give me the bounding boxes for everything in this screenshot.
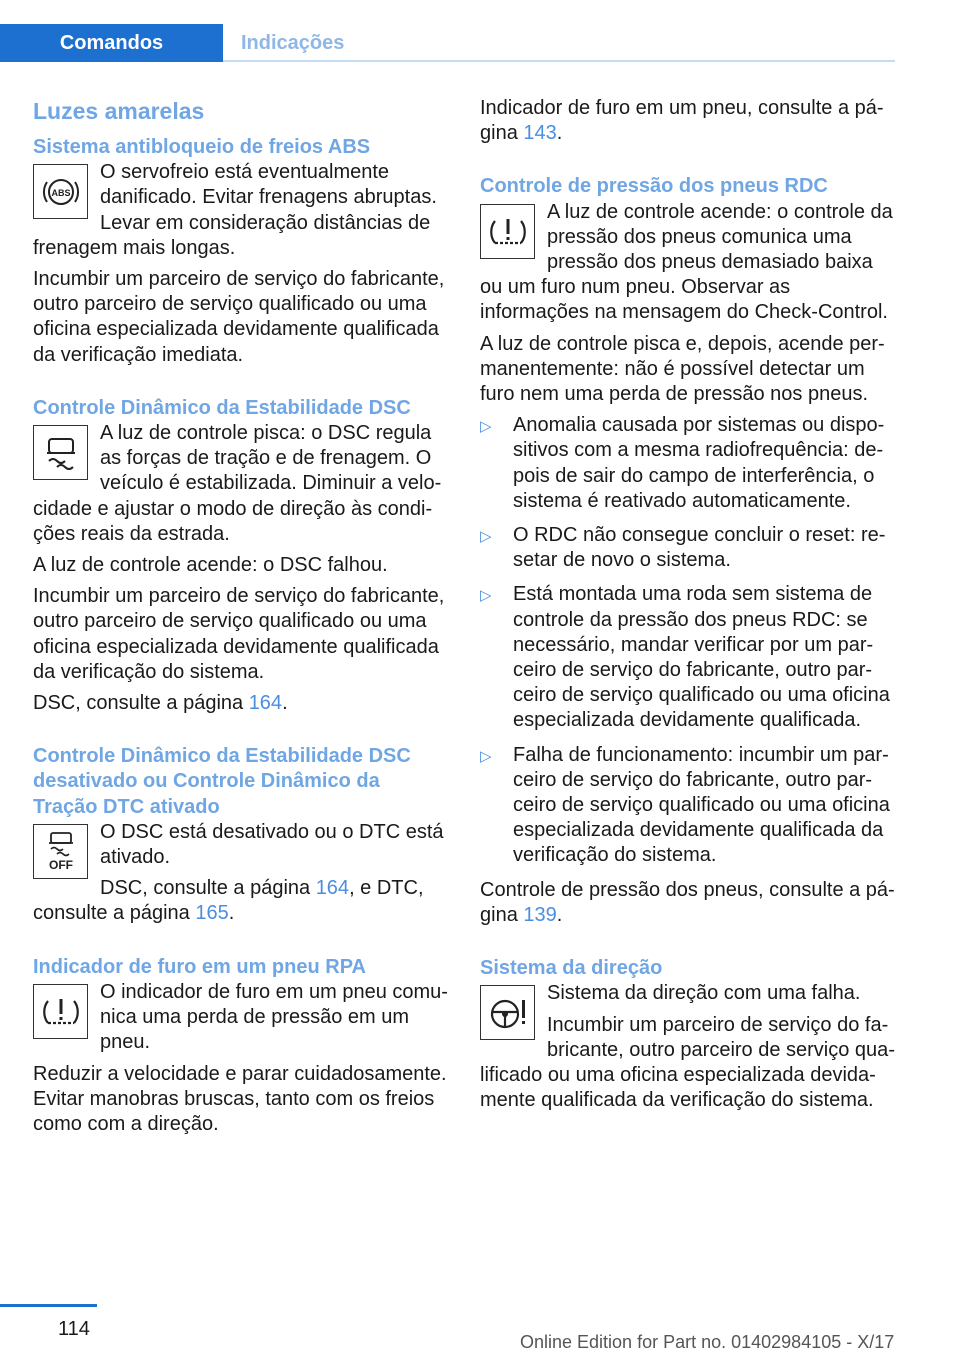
rdc-text-2: A luz de controle pisca e, depois, acende permanentemente: não é possível detectar um furo nem uma perda de pressão nos pneus. bbox=[480, 332, 885, 406]
rpa-text-2: Reduzir a velocidade e parar cuidadosamente. Evitar manobras bruscas, tanto com os freios como com a direção. bbox=[33, 1062, 447, 1135]
page-link-164[interactable]: 164 bbox=[315, 877, 350, 900]
rpa-title: Indicador de furo em um pneu RPA bbox=[33, 955, 366, 978]
list-item: ▷ Anomalia causada por sistemas ou dispositivos com a mesma radiofrequência: depois de sair do campo de interferência, o sistema é reativado automaticamente. bbox=[480, 414, 885, 512]
rpa-section bbox=[33, 955, 448, 1137]
tab-indicacoes[interactable]: Indicações bbox=[241, 31, 345, 54]
page-link-164[interactable]: 164 bbox=[248, 692, 283, 715]
section-title: Luzes amarelas bbox=[33, 98, 205, 124]
abs-section bbox=[33, 135, 448, 368]
tab-comandos[interactable]: Comandos bbox=[0, 24, 223, 62]
triangle-bullet-icon: ▷ bbox=[480, 418, 492, 436]
page-link-165[interactable]: 165 bbox=[195, 902, 229, 925]
page-link-139[interactable]: 139 bbox=[523, 903, 557, 926]
dsc-text-3: Incumbir um parceiro de serviço do fabricante, outro parceiro de serviço qualificado ou uma oficina especializada devidamente qualificada da verificação do sistema. bbox=[33, 585, 445, 683]
triangle-bullet-icon: ▷ bbox=[480, 587, 492, 605]
triangle-bullet-icon: ▷ bbox=[480, 528, 492, 546]
steering-warning-icon bbox=[480, 985, 535, 1040]
dsc-off-icon bbox=[33, 824, 88, 879]
dsc-off-section bbox=[33, 744, 448, 926]
tab-underline bbox=[223, 60, 895, 62]
triangle-bullet-icon: ▷ bbox=[480, 747, 492, 765]
rdc-title: Controle de pressão dos pneus RDC bbox=[480, 175, 828, 198]
list-item: ▷ Falha de funcionamento: incumbir um parceiro de serviço do fabricante, outro parceiro de serviço qualificado ou uma oficina especializada devidamente qualificada da verificação do sistema. bbox=[480, 743, 890, 867]
abs-text-1: O servofreio está eventualmente danificado. Evitar frenagens abruptas. Levar em consideração distâncias de frenagem mais longas. bbox=[33, 161, 437, 259]
dsc-page-ref: DSC, consulte a página 164. bbox=[33, 692, 288, 715]
left-column bbox=[33, 96, 448, 1137]
dsc-text-2: A luz de controle acende: o DSC falhou. bbox=[33, 554, 388, 577]
edition-footer: Online Edition for Part no. 01402984105 - X/17 bbox=[520, 1332, 895, 1352]
steering-text-1: Sistema da direção com uma falha. bbox=[547, 982, 861, 1005]
list-item: ▷ Está montada uma roda sem sistema de controle da pressão dos pneus RDC: se necessário, mandar verificar por um parceiro de serviço do fabricante, outro parceiro de serviço qualificado ou uma oficina especializada devidamente qualificada. bbox=[480, 583, 890, 732]
svg-text:ABS: ABS bbox=[50, 187, 71, 198]
steering-section bbox=[480, 956, 895, 1113]
tire-pressure-warning-icon bbox=[33, 984, 88, 1039]
steering-title: Sistema da direção bbox=[480, 957, 663, 980]
footer-rule bbox=[0, 1304, 97, 1307]
dsc-section bbox=[33, 396, 448, 716]
dsc-off-page-ref: DSC, consulte a página 164, e DTC, consulte a página 165. bbox=[33, 877, 424, 925]
rdc-bullet-list bbox=[480, 413, 895, 868]
tire-pressure-warning-icon bbox=[480, 204, 535, 259]
page-number: 114 bbox=[58, 1318, 90, 1340]
abs-title: Sistema antibloqueio de freios ABS bbox=[33, 136, 371, 158]
rdc-section bbox=[480, 174, 895, 928]
rpa-text-1: O indicador de furo em um pneu comunica uma perda de pressão em um pneu. bbox=[100, 980, 448, 1054]
steering-text-2: Incumbir um parceiro de serviço do fabricante, outro parceiro de serviço qualificado ou uma oficina especializada devidamente qualificada da verificação do sistema. bbox=[480, 1013, 895, 1112]
dsc-skid-icon bbox=[33, 425, 88, 480]
svg-text:OFF: OFF bbox=[48, 858, 73, 873]
abs-text-2: Incumbir um parceiro de serviço do fabricante, outro parceiro de serviço qualificado ou uma oficina especializada devidamente qualificada da verificação imediata. bbox=[33, 268, 445, 366]
rdc-page-ref: Controle de pressão dos pneus, consulte a página 139. bbox=[480, 878, 895, 926]
dsc-off-text-1: O DSC está desativado ou o DTC está ativado. bbox=[100, 820, 444, 869]
rdc-text-1: A luz de controle acende: o controle da pressão dos pneus comunica uma pressão dos pneus demasiado baixa ou um furo num pneu. Observar as informações na mensagem do Check-Control. bbox=[480, 200, 893, 324]
rpa-page-ref: Indicador de furo em um pneu, consulte a página 143. bbox=[480, 97, 884, 145]
dsc-text-1: A luz de controle pisca: o DSC regula as forças de tração e de frenagem. O veículo é estabilizada. Diminuir a velocidade e ajustar o modo de direção às condições reais da estrada. bbox=[33, 422, 442, 545]
abs-warning-icon bbox=[33, 164, 88, 219]
right-column bbox=[480, 96, 895, 1113]
page-link-143[interactable]: 143 bbox=[523, 122, 557, 145]
dsc-title: Controle Dinâmico da Estabilidade DSC bbox=[33, 396, 411, 419]
list-item: ▷ O RDC não consegue concluir o reset: resetar de novo o sistema. bbox=[480, 524, 886, 572]
dsc-off-title: Controle Dinâmico da Estabilidade DSC desativado ou Controle Dinâmico da Tração DTC ativado bbox=[33, 745, 411, 818]
top-nav bbox=[0, 0, 960, 62]
